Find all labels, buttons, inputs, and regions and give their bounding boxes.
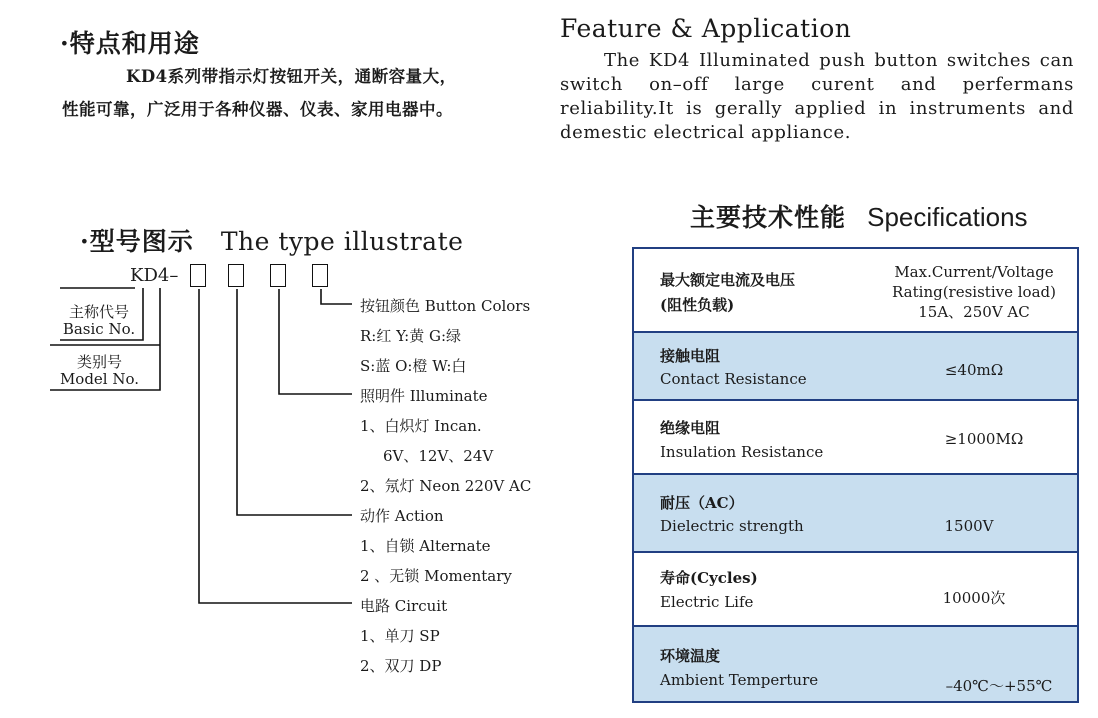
item-incan: 1、白炽灯 Incan. bbox=[360, 417, 482, 435]
item-alternate: 1、自锁 Alternate bbox=[360, 537, 491, 555]
item-sp: 1、单刀 SP bbox=[360, 627, 440, 645]
type-title-cn: ·型号图示 bbox=[80, 227, 194, 256]
spec-row-label-cn: 最大额定电流及电压 bbox=[660, 271, 796, 289]
spec-row-max-current bbox=[634, 249, 1077, 333]
spec-row-value: 10000次 bbox=[942, 589, 1006, 607]
spec-row-label-en: (阻性负载) bbox=[660, 296, 735, 314]
spec-row-label-en: Ambient Temperture bbox=[660, 671, 819, 689]
spec-row-value: –40℃～+55℃ bbox=[945, 677, 1053, 695]
item-illuminate: 照明件 Illuminate bbox=[360, 387, 488, 405]
item-dp: 2、双刀 DP bbox=[360, 657, 442, 675]
model-no-label bbox=[52, 354, 147, 388]
feature-text-en: The KD4 Illuminated push button switches can switch on–off large curent and perfermans reliability.It is gerally applied in instruments and demestic electrical appliance. bbox=[560, 50, 1074, 143]
spec-title-en: Specifications bbox=[867, 202, 1028, 232]
model-no-cn: 类别号 bbox=[76, 353, 122, 371]
spec-row-insulation-resistance bbox=[634, 401, 1077, 475]
spec-row-value bbox=[884, 262, 1064, 322]
spec-row-label-en: Contact Resistance bbox=[660, 370, 807, 388]
basic-no-cn: 主称代号 bbox=[68, 303, 129, 321]
spec-row-value: 1500V bbox=[944, 517, 994, 535]
spec-row-value: ≤40mΩ bbox=[944, 361, 1004, 379]
type-title-en: The type illustrate bbox=[220, 227, 464, 256]
model-no-en: Model No. bbox=[59, 370, 140, 388]
item-voltages: 6V、12V、24V bbox=[383, 447, 494, 465]
spec-value-line: Rating(resistive load) bbox=[892, 283, 1056, 301]
spec-row-label-en: Electric Life bbox=[660, 593, 754, 611]
spec-row-ambient-temperature bbox=[634, 625, 1077, 703]
spec-row-label-cn: 接触电阻 bbox=[660, 347, 721, 365]
basic-no-label bbox=[60, 304, 138, 338]
specifications-table bbox=[632, 247, 1079, 703]
spec-row-label-en: Dielectric strength bbox=[660, 517, 804, 535]
item-action: 动作 Action bbox=[360, 507, 444, 525]
spec-row-value: ≥1000MΩ bbox=[944, 430, 1024, 448]
spec-row-electric-life bbox=[634, 553, 1077, 627]
item-neon: 2、氖灯 Neon 220V AC bbox=[360, 477, 532, 495]
item-button-colors: 按钮颜色 Button Colors bbox=[360, 297, 531, 315]
spec-row-label-cn: 绝缘电阻 bbox=[660, 419, 721, 437]
spec-row-label-en: Insulation Resistance bbox=[660, 443, 824, 461]
item-momentary: 2 、无锁 Momentary bbox=[360, 567, 512, 585]
item-circuit: 电路 Circuit bbox=[360, 597, 448, 615]
spec-title-cn: 主要技术性能 bbox=[690, 203, 847, 232]
feature-text-cn-line1: KD4系列带指示灯按钮开关，通断容量大， bbox=[126, 67, 457, 86]
feature-text-cn-line2: 性能可靠，广泛用于各种仪器、仪表、家用电器中。 bbox=[62, 100, 453, 119]
spec-value-line: Max.Current/Voltage bbox=[894, 263, 1054, 281]
feature-title-cn: ·特点和用途 bbox=[60, 29, 200, 58]
spec-row-label-cn: 环境温度 bbox=[660, 647, 721, 665]
spec-row-label-cn: 寿命(Cycles) bbox=[660, 569, 758, 587]
specifications-heading bbox=[690, 198, 1028, 234]
basic-no-en: Basic No. bbox=[62, 320, 136, 338]
spec-row-dielectric bbox=[634, 473, 1077, 553]
item-colors-row2: S:蓝 O:橙 W:白 bbox=[360, 357, 467, 375]
spec-value-line: 15A、250V AC bbox=[918, 303, 1030, 321]
spec-row-label-cn: 耐压（AC） bbox=[660, 494, 744, 512]
model-prefix: KD4– bbox=[130, 265, 179, 286]
spec-row-contact-resistance bbox=[634, 331, 1077, 401]
feature-title-en: Feature & Application bbox=[560, 14, 852, 43]
item-colors-row1: R:红 Y:黄 G:绿 bbox=[360, 327, 462, 345]
